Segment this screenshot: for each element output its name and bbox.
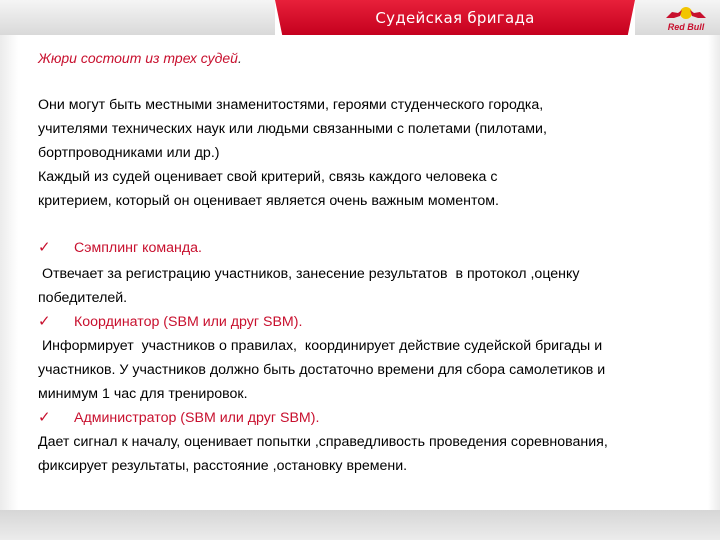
- role-description: [38, 334, 698, 406]
- subtitle-text: Жюри состоит из трех судей: [38, 50, 238, 66]
- intro-line: бортпроводниками или др.): [38, 145, 220, 161]
- checkmark-icon: ✓: [38, 313, 51, 330]
- role-description: [38, 262, 698, 310]
- panel-shadow-left: [0, 35, 18, 510]
- intro-line: Каждый из судей оценивает свой критерий, связь каждого человека с: [38, 169, 498, 185]
- intro-line: учителями технических наук или людьми связанными с полетами (пилотами,: [38, 121, 547, 137]
- header-strip-left: [0, 0, 275, 35]
- role-title: Координатор (SBM или друг SBM).: [74, 314, 303, 330]
- role-administrator: [38, 406, 319, 430]
- bull-icon: [662, 4, 710, 24]
- role-description-line: Отвечает за регистрацию участников, занесение результатов в протокол ,оценку: [38, 266, 580, 282]
- intro-line: Они могут быть местными знаменитостями, героями студенческого городка,: [38, 97, 544, 113]
- subtitle: [38, 50, 242, 66]
- intro-line: критерием, который он оценивает является очень важным моментом.: [38, 193, 499, 209]
- role-title: Сэмплинг команда.: [74, 240, 202, 256]
- role-description-line: победителей.: [38, 290, 128, 306]
- role-title: Администратор (SBM или друг SBM).: [74, 410, 320, 426]
- footer-bar: [0, 510, 720, 540]
- subtitle-period: .: [237, 50, 242, 66]
- role-description: [38, 430, 698, 478]
- checkmark-icon: ✓: [38, 239, 51, 256]
- role-coordinator: [38, 310, 302, 334]
- checkmark-icon: ✓: [38, 409, 51, 426]
- slide-title: Судейская бригада: [375, 8, 535, 27]
- role-description-line: фиксирует результаты, расстояние ,остановку времени.: [38, 458, 408, 474]
- role-sampling-team: [38, 236, 202, 260]
- role-description-line: минимум 1 час для тренировок.: [38, 386, 248, 402]
- role-description-line: участников. У участников должно быть достаточно времени для сбора самолетиков и: [38, 362, 606, 378]
- logo-text: Red Bull: [667, 22, 705, 32]
- panel-shadow-right: [708, 35, 720, 510]
- role-description-line: Дает сигнал к началу, оценивает попытки ,справедливость проведения соревнования,: [38, 434, 608, 450]
- intro-paragraph: [38, 93, 698, 213]
- role-description-line: Информирует участников о правилах, координирует действие судейской бригады и: [38, 338, 603, 354]
- redbull-logo: [662, 4, 710, 32]
